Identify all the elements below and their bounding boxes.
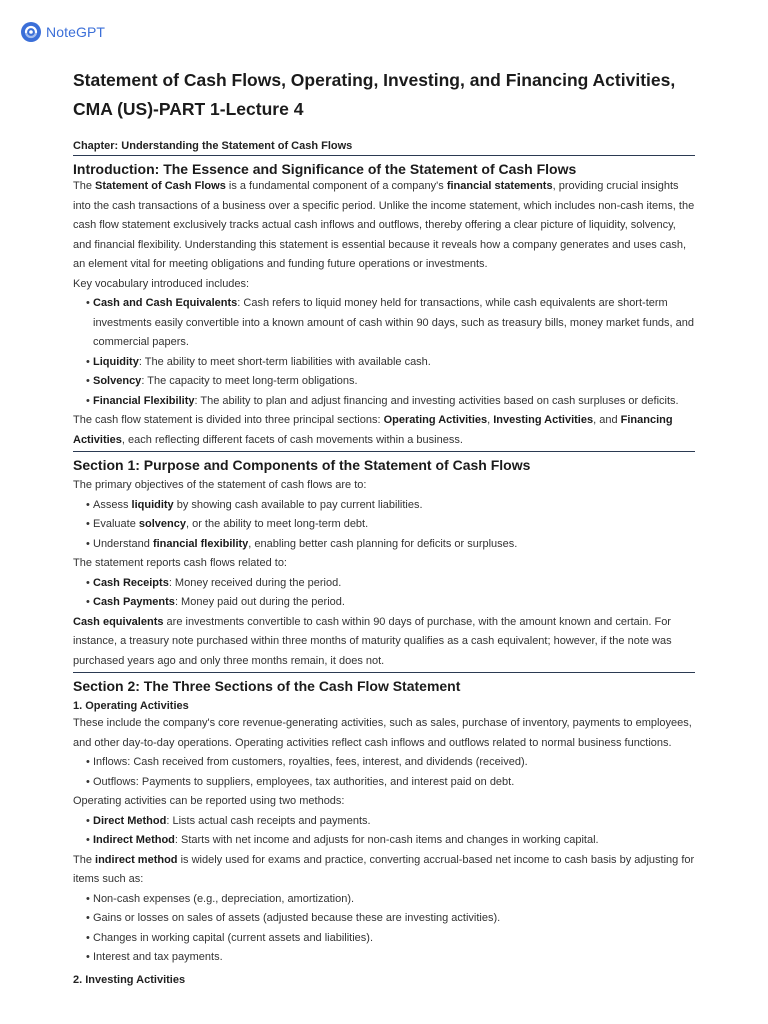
methods-intro: Operating activities can be reported using two methods: <box>73 795 345 807</box>
list-item: • Understand financial flexibility, enabling better cash planning for deficits or surpluses. <box>86 535 695 555</box>
operating-paragraph: These include the company's core revenue-generating activities, such as sales, purchase of inventory, payments to employees, and other day-to-day operations. Operating activities reflect cash inflows and outflows related to normal business functions. <box>73 717 692 749</box>
brand-logo[interactable] <box>20 21 105 43</box>
list-item: • Financial Flexibility: The ability to plan and adjust financing and investing activities based on cash surpluses or deficits. <box>86 392 695 412</box>
list-item: • Non-cash expenses (e.g., depreciation, amortization). <box>86 890 695 910</box>
operating-subheading: 1. Operating Activities <box>73 700 189 712</box>
list-item: • Cash Receipts: Money received during the period. <box>86 574 695 594</box>
vocab-intro: Key vocabulary introduced includes: <box>73 277 250 290</box>
reports-intro: The statement reports cash flows related to: <box>73 557 287 569</box>
list-item: • Indirect Method: Starts with net income and adjusts for non-cash items and changes in working capital. <box>86 831 695 851</box>
chapter-label: Chapter: Understanding the Statement of Cash Flows <box>73 140 353 152</box>
flows-list <box>73 753 695 792</box>
vocab-list <box>73 294 695 411</box>
list-item: • Cash Payments: Money paid out during the period. <box>86 593 695 613</box>
list-item: • Cash and Cash Equivalents: Cash refers to liquid money held for transactions, while cash equivalents are short-term investments easily convertible into a known amount of cash within 90 days, such as treasury bills, money market funds, and commercial papers. <box>86 294 695 353</box>
objectives-list <box>73 496 695 555</box>
document-content <box>73 66 695 988</box>
adjustments-list <box>73 890 695 968</box>
list-item: • Inflows: Cash received from customers, royalties, fees, interest, and dividends (received). <box>86 753 695 773</box>
notegpt-logo-icon <box>20 21 42 43</box>
intro-paragraph: The Statement of Cash Flows is a fundamental component of a company's financial statements, providing crucial insights into the cash transactions of a business over a specific period. Unlike the income statement, which includes non-cash items, the cash flow statement exclusively tracks actual cash inflows and outflows, thereby offering a clear picture of liquidity, solvency, and financial flexibility. Understanding this statement is essential because it reveals how a company generates and uses cash, an element vital for meeting obligations and funding future operations or investments. <box>73 180 695 270</box>
list-item: • Liquidity: The ability to meet short-term liabilities with available cash. <box>86 353 695 373</box>
indirect-paragraph: The indirect method is widely used for exams and practice, converting accrual-based net income to cash basis by adjusting for items such as: <box>73 853 695 885</box>
section2-heading: Section 2: The Three Sections of the Cash Flow Statement <box>73 672 695 694</box>
list-item: • Interest and tax payments. <box>86 948 695 968</box>
reports-list <box>73 574 695 613</box>
document-title: Statement of Cash Flows, Operating, Investing, and Financing Activities, CMA (US)-PART 1-Lecture 4 <box>73 70 676 119</box>
objectives-intro: The primary objectives of the statement of cash flows are to: <box>73 479 367 491</box>
section1-heading: Section 1: Purpose and Components of the Statement of Cash Flows <box>73 451 695 473</box>
list-item: • Gains or losses on sales of assets (adjusted because these are investing activities). <box>86 909 695 929</box>
list-item: • Direct Method: Lists actual cash receipts and payments. <box>86 812 695 832</box>
brand-name: NoteGPT <box>46 24 106 40</box>
list-item: • Assess liquidity by showing cash available to pay current liabilities. <box>86 496 695 516</box>
list-item: • Solvency: The capacity to meet long-term obligations. <box>86 372 695 392</box>
intro-heading: Introduction: The Essence and Significance of the Statement of Cash Flows <box>73 155 695 177</box>
sections-paragraph: The cash flow statement is divided into three principal sections: Operating Activities, Investing Activities, and Financing Activities, each reflecting different facets of cash movements within a business. <box>73 414 673 446</box>
methods-list <box>73 812 695 851</box>
investing-subheading: 2. Investing Activities <box>73 973 186 986</box>
cash-equivalents-paragraph: Cash equivalents are investments convertible to cash within 90 days of purchase, with the amount known and certain. For instance, a treasury note purchased within three months of maturity qualifies as a cash equivalent; however, if the note was purchased years ago and only three months remain, it does not. <box>73 615 672 667</box>
list-item: • Outflows: Payments to suppliers, employees, tax authorities, and interest paid on debt. <box>86 773 695 793</box>
list-item: • Changes in working capital (current assets and liabilities). <box>86 929 695 949</box>
list-item: • Evaluate solvency, or the ability to meet long-term debt. <box>86 515 695 535</box>
